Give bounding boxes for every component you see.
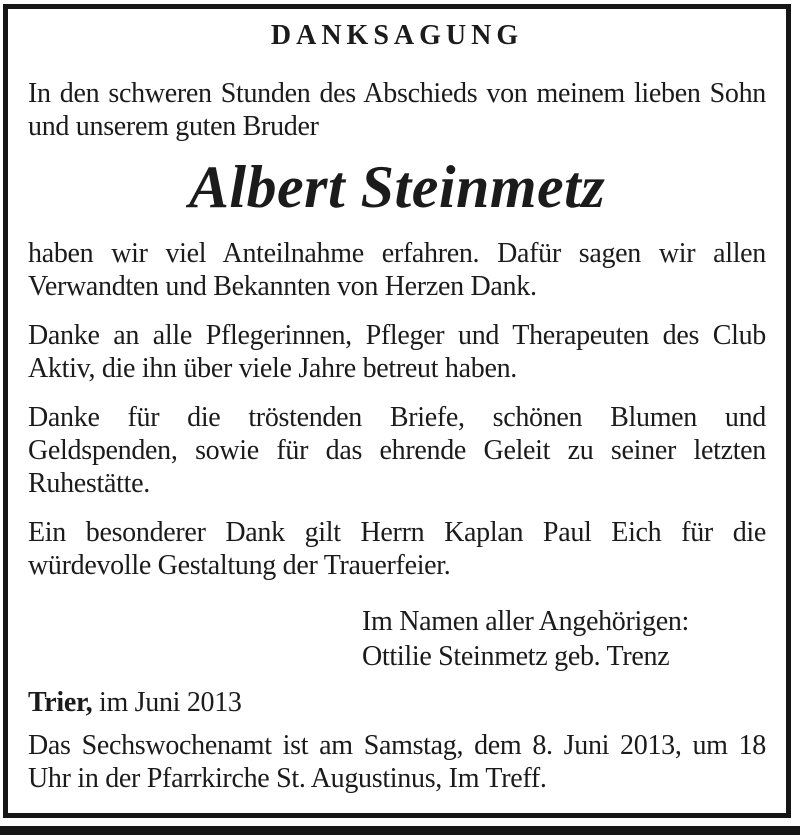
signature-block [362,604,766,674]
thanks-paragraph-caregivers: Danke an alle Pflegerinnen, Pfleger und Therapeuten des Club Aktiv, die ihn über viele Jahre betreut haben. [28,320,766,384]
thanks-paragraph-kaplan: Ein besonderer Dank gilt Herrn Kaplan Paul Eich für die würdevolle Gestaltung der Trauerfeier. [28,517,766,581]
thanks-paragraph-condolences: Danke für die tröstenden Briefe, schönen Blumen und Geldspenden, sowie für das ehrende Geleit zu seiner letzten Ruhestätte. [28,402,766,499]
intro-paragraph: In den schweren Stunden des Abschieds von meinem lieben Sohn und unserem guten Bruder [28,78,766,142]
notice-content [8,9,786,795]
signature-name-line: Ottilie Steinmetz geb. Trenz [362,641,670,672]
page-separator-bar [0,826,800,835]
place-date-line [28,686,766,719]
date-label: im Juni 2013 [99,687,242,718]
obituary-notice [3,4,791,818]
service-announcement: Das Sechswochenamt ist am Samstag, dem 8. Juni 2013, um 18 Uhr in der Pfarrkirche St. Augustinus, Im Treff. [28,730,766,794]
signature-intro-line: Im Namen aller Angehörigen: [362,606,690,637]
place-label: Trier, [28,687,93,718]
thanks-paragraph-general: haben wir viel Anteilnahme erfahren. Dafür sagen wir allen Verwandten und Bekannten von Herzen Dank. [28,238,766,302]
deceased-name: Albert Steinmetz [188,154,606,220]
notice-title: DANKSAGUNG [270,20,524,51]
